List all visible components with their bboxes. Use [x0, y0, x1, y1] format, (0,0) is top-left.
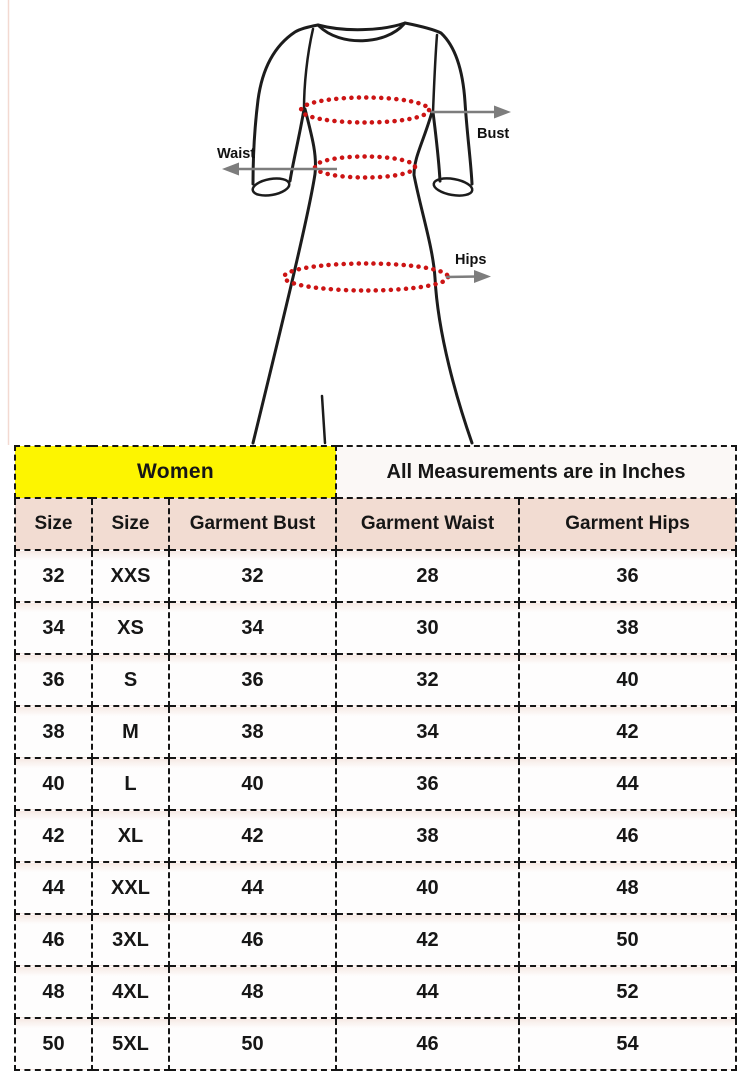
cell-hips: 42	[519, 706, 736, 758]
hips-measure-ellipse	[284, 264, 448, 291]
column-header-row	[15, 498, 736, 550]
cell-bust: 42	[169, 810, 336, 862]
cell-bust: 40	[169, 758, 336, 810]
cell-hips: 38	[519, 602, 736, 654]
cell-waist: 42	[336, 914, 519, 966]
left-cuff	[251, 176, 290, 198]
neckline-top	[318, 23, 405, 30]
center-hem-seam	[322, 396, 325, 443]
cell-waist: 44	[336, 966, 519, 1018]
table-row	[15, 758, 736, 810]
table-row	[15, 706, 736, 758]
waist-measure-ellipse	[315, 157, 415, 178]
hips-label: Hips	[455, 252, 487, 268]
cell-waist: 36	[336, 758, 519, 810]
cell-waist: 32	[336, 654, 519, 706]
table-row	[15, 966, 736, 1018]
cell-bust: 32	[169, 550, 336, 602]
cell-hips: 48	[519, 862, 736, 914]
column-header-size-numeric: Size	[15, 498, 92, 550]
cell-hips: 46	[519, 810, 736, 862]
cell-size-numeric: 44	[15, 862, 92, 914]
cell-size-alpha: 3XL	[92, 914, 169, 966]
cell-waist: 46	[336, 1018, 519, 1070]
column-header-garment-waist: Garment Waist	[336, 498, 519, 550]
table-row	[15, 810, 736, 862]
right-cuff	[432, 176, 473, 199]
cell-hips: 36	[519, 550, 736, 602]
column-header-garment-bust: Garment Bust	[169, 498, 336, 550]
bust-arrow-head	[494, 106, 511, 119]
cell-bust: 44	[169, 862, 336, 914]
column-header-garment-hips: Garment Hips	[519, 498, 736, 550]
cell-size-alpha: XL	[92, 810, 169, 862]
table-row	[15, 550, 736, 602]
cell-bust: 48	[169, 966, 336, 1018]
table-row	[15, 1018, 736, 1070]
cell-bust: 38	[169, 706, 336, 758]
cell-size-numeric: 38	[15, 706, 92, 758]
cell-size-numeric: 34	[15, 602, 92, 654]
cell-waist: 30	[336, 602, 519, 654]
cell-size-numeric: 48	[15, 966, 92, 1018]
cell-size-alpha: XS	[92, 602, 169, 654]
cell-bust: 50	[169, 1018, 336, 1070]
size-chart-table	[14, 445, 737, 1071]
cell-size-alpha: L	[92, 758, 169, 810]
cell-hips: 50	[519, 914, 736, 966]
column-header-size-alpha: Size	[92, 498, 169, 550]
right-shoulder-seam	[433, 35, 437, 112]
cell-bust: 36	[169, 654, 336, 706]
bust-label: Bust	[477, 126, 510, 142]
group-header-row	[15, 446, 736, 498]
cell-size-alpha: XXS	[92, 550, 169, 602]
cell-size-numeric: 46	[15, 914, 92, 966]
cell-size-numeric: 36	[15, 654, 92, 706]
cell-size-numeric: 32	[15, 550, 92, 602]
dress-measurement-diagram	[0, 0, 746, 445]
cell-size-numeric: 42	[15, 810, 92, 862]
table-row	[15, 654, 736, 706]
cell-hips: 44	[519, 758, 736, 810]
cell-size-numeric: 50	[15, 1018, 92, 1070]
bust-measure-ellipse	[301, 98, 429, 123]
waist-arrow-head	[222, 163, 239, 176]
cell-hips: 54	[519, 1018, 736, 1070]
cell-waist: 28	[336, 550, 519, 602]
cell-hips: 52	[519, 966, 736, 1018]
table-row	[15, 862, 736, 914]
left-shoulder-seam	[304, 29, 313, 109]
hips-arrow-head	[474, 270, 491, 283]
right-sleeve-inner	[433, 112, 440, 181]
cell-hips: 40	[519, 654, 736, 706]
measurements-note-header: All Measurements are in Inches	[336, 446, 736, 498]
cell-size-alpha: M	[92, 706, 169, 758]
cell-waist: 34	[336, 706, 519, 758]
cell-bust: 34	[169, 602, 336, 654]
table-row	[15, 602, 736, 654]
cell-bust: 46	[169, 914, 336, 966]
cell-size-alpha: XXL	[92, 862, 169, 914]
waist-label: Waist	[217, 146, 256, 162]
cell-size-numeric: 40	[15, 758, 92, 810]
cell-waist: 38	[336, 810, 519, 862]
table-row	[15, 914, 736, 966]
hips-arrow-line	[446, 277, 478, 278]
cell-size-alpha: S	[92, 654, 169, 706]
cell-size-alpha: 4XL	[92, 966, 169, 1018]
cell-size-alpha: 5XL	[92, 1018, 169, 1070]
women-group-header: Women	[15, 446, 336, 498]
cell-waist: 40	[336, 862, 519, 914]
